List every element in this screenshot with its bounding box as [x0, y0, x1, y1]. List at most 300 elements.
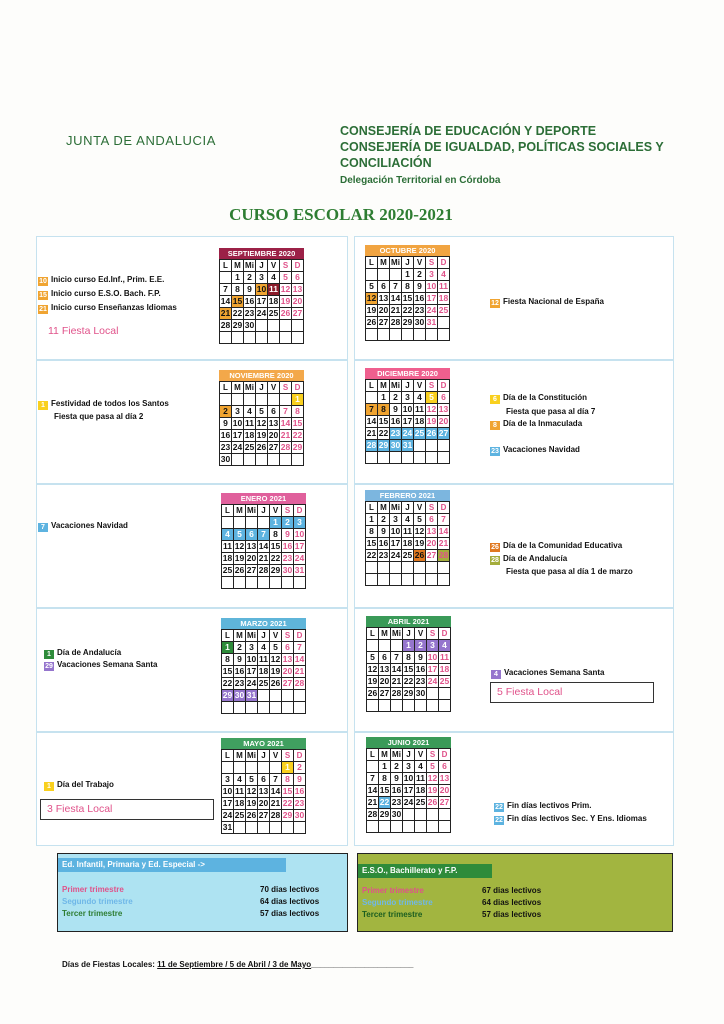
- day-cell: 23: [220, 442, 231, 452]
- day-cell: 2: [415, 640, 427, 652]
- day-cell: [244, 394, 256, 406]
- day-cell: 11: [245, 418, 254, 428]
- day-cell: [403, 809, 415, 821]
- day-cell: 24: [232, 442, 243, 452]
- day-cell: 13: [246, 541, 257, 551]
- day-cell: 10: [426, 281, 437, 291]
- weekday-header: V: [414, 502, 426, 514]
- day-cell: 24: [246, 678, 257, 688]
- legend-text: Vacaciones Semana Santa: [57, 660, 158, 669]
- month-grid: [219, 381, 304, 466]
- day-cell: 3: [427, 640, 439, 652]
- day-cell: 22: [292, 430, 303, 440]
- day-cell: 14: [391, 664, 402, 674]
- day-cell: 15: [232, 296, 243, 306]
- day-cell: 27: [438, 428, 449, 438]
- day-cell: [438, 562, 450, 574]
- trimestre-2-label: Segundo trimestre: [62, 897, 133, 906]
- day-cell: 24: [256, 308, 267, 318]
- day-cell: 5: [256, 406, 268, 418]
- legend-text: Inicio curso Enseñanzas Idiomas: [51, 303, 177, 312]
- day-cell: 2: [234, 642, 246, 654]
- day-cell: 5: [270, 642, 282, 654]
- footer-label: Días de Fiestas Locales:: [62, 960, 155, 969]
- day-cell: 4: [402, 514, 414, 526]
- day-cell: [232, 394, 244, 406]
- month-title: JUNIO 2021: [366, 737, 451, 748]
- day-cell: [366, 574, 378, 586]
- day-cell: 4: [234, 774, 246, 786]
- day-cell: 22: [403, 676, 414, 686]
- day-cell: [258, 702, 270, 714]
- day-cell: 26: [246, 810, 257, 820]
- weekday-header: M: [234, 505, 246, 517]
- day-cell: 13: [378, 293, 389, 303]
- trimestre-3-days: 57 dias lectivos: [260, 909, 320, 918]
- day-cell: 12: [366, 293, 377, 303]
- legend-text: Festividad de todos los Santos: [51, 399, 169, 408]
- day-cell: 22: [282, 798, 293, 808]
- trimestre-1-days: 67 dias lectivos: [482, 886, 542, 895]
- day-cell: [294, 690, 306, 702]
- day-cell: 12: [280, 284, 291, 294]
- day-cell: [246, 822, 258, 834]
- day-cell: 4: [268, 272, 280, 284]
- consejeria-block: [340, 123, 664, 189]
- calendar-abr: [366, 616, 451, 712]
- legend-text: Inicio curso Ed.Inf., Prim. E.E.: [51, 275, 165, 284]
- day-cell: 11: [269, 284, 278, 294]
- day-cell: 25: [268, 308, 279, 318]
- day-cell: 18: [415, 785, 426, 795]
- day-cell: 3: [426, 269, 438, 281]
- weekday-header: L: [222, 630, 234, 642]
- day-cell: 6: [246, 529, 258, 541]
- day-cell: 10: [403, 773, 414, 783]
- legend-swatch: 12: [491, 300, 499, 307]
- day-cell: 27: [246, 565, 257, 575]
- day-cell: 30: [390, 440, 401, 450]
- day-cell: 27: [426, 550, 437, 560]
- day-cell: 1: [282, 762, 294, 774]
- day-cell: 20: [258, 798, 269, 808]
- calendar-ene: [221, 493, 306, 589]
- legend-swatch: 23: [491, 448, 499, 455]
- day-cell: [234, 762, 246, 774]
- day-cell: 23: [294, 798, 305, 808]
- day-cell: [427, 700, 439, 712]
- trimestre-1-days: 70 dias lectivos: [260, 885, 320, 894]
- trimestre-2-days: 64 dias lectivos: [482, 898, 542, 907]
- day-cell: 29: [403, 688, 414, 698]
- weekday-header: S: [426, 257, 438, 269]
- day-cell: 15: [379, 785, 390, 795]
- day-cell: 24: [403, 797, 414, 807]
- day-cell: 22: [366, 550, 377, 560]
- day-cell: [282, 702, 294, 714]
- day-cell: 7: [391, 652, 403, 664]
- legend-oct-1: [490, 296, 604, 308]
- day-cell: 11: [440, 652, 449, 662]
- day-cell: 3: [222, 774, 234, 786]
- day-cell: 20: [378, 305, 389, 315]
- legend-text: Vacaciones Semana Santa: [504, 668, 605, 677]
- day-cell: 12: [426, 404, 437, 414]
- day-cell: 26: [256, 442, 267, 452]
- day-cell: 18: [414, 416, 425, 426]
- day-cell: 11: [439, 281, 448, 291]
- day-cell: [220, 332, 232, 344]
- day-cell: 17: [427, 664, 438, 674]
- day-cell: [292, 320, 304, 332]
- weekday-header: Mi: [391, 381, 400, 390]
- day-cell: 8: [403, 652, 415, 664]
- legend-swatch: 8: [490, 421, 500, 430]
- weekday-header: M: [378, 257, 390, 269]
- day-cell: [232, 332, 244, 344]
- weekday-header: L: [220, 260, 232, 272]
- weekday-header: S: [426, 502, 438, 514]
- weekday-header: M: [378, 380, 390, 392]
- day-cell: 14: [367, 785, 378, 795]
- weekday-header: J: [258, 630, 270, 642]
- legend-dic-3: [490, 418, 582, 430]
- legend-swatch: 21: [39, 306, 47, 313]
- day-cell: 14: [258, 541, 269, 551]
- day-cell: 27: [379, 688, 390, 698]
- day-cell: 20: [246, 553, 257, 563]
- day-cell: 14: [220, 296, 231, 306]
- day-cell: 20: [282, 666, 293, 676]
- weekday-header: D: [292, 260, 304, 272]
- day-cell: [378, 452, 390, 464]
- day-cell: 9: [244, 284, 256, 296]
- day-cell: 21: [390, 305, 401, 315]
- day-cell: [280, 320, 292, 332]
- day-cell: 9: [415, 652, 427, 664]
- day-cell: 16: [414, 293, 425, 303]
- day-cell: 21: [220, 308, 231, 318]
- day-cell: 27: [378, 317, 389, 327]
- weekday-header: J: [402, 502, 414, 514]
- day-cell: 11: [403, 526, 412, 536]
- calendar-feb: [365, 490, 450, 586]
- footer-local-holidays: Días de Fiestas Locales: 11 de Septiembre / 5 de Abril / 3 de Mayo_______________________: [62, 960, 414, 969]
- day-cell: 10: [232, 418, 243, 428]
- day-cell: [391, 821, 403, 833]
- day-cell: 5: [234, 529, 246, 541]
- day-cell: 30: [391, 809, 402, 819]
- legend-text: Inicio curso E.S.O. Bach. F.P.: [51, 289, 161, 298]
- day-cell: 3: [402, 392, 414, 404]
- month-title: SEPTIEMBRE 2020: [219, 248, 304, 259]
- weekday-header: S: [280, 260, 292, 272]
- day-cell: [222, 702, 234, 714]
- day-cell: 21: [367, 797, 378, 807]
- day-cell: [378, 269, 390, 281]
- day-cell: 24: [427, 676, 438, 686]
- day-cell: 12: [414, 526, 425, 536]
- day-cell: 20: [439, 785, 450, 795]
- day-cell: 5: [367, 652, 379, 664]
- day-cell: [270, 577, 282, 589]
- day-cell: 24: [426, 305, 437, 315]
- day-cell: [246, 577, 258, 589]
- day-cell: 27: [439, 797, 450, 807]
- day-cell: 4: [439, 640, 451, 652]
- weekday-header: L: [220, 382, 232, 394]
- weekday-header: L: [366, 257, 378, 269]
- day-cell: 6: [378, 281, 390, 293]
- day-cell: 25: [402, 550, 413, 560]
- day-cell: 22: [402, 305, 413, 315]
- weekday-header: J: [403, 628, 415, 640]
- day-cell: 28: [391, 688, 402, 698]
- month-grid: [219, 259, 304, 344]
- day-cell: 26: [427, 797, 438, 807]
- month-grid: [365, 501, 450, 586]
- day-cell: 30: [220, 454, 231, 464]
- day-cell: 28: [366, 440, 377, 450]
- day-cell: 1: [366, 514, 378, 526]
- day-cell: 7: [367, 773, 379, 785]
- month-title: MAYO 2021: [221, 738, 306, 749]
- legend-may-1: [44, 779, 114, 791]
- weekday-header: V: [268, 382, 280, 394]
- weekday-header: D: [438, 257, 450, 269]
- legend-swatch: 4: [491, 670, 501, 679]
- day-cell: 3: [403, 761, 415, 773]
- day-cell: 6: [292, 272, 304, 284]
- day-cell: 9: [220, 418, 232, 430]
- weekday-header: S: [426, 380, 438, 392]
- day-cell: [426, 562, 438, 574]
- day-cell: [270, 702, 282, 714]
- day-cell: 7: [438, 514, 450, 526]
- day-cell: 21: [438, 538, 449, 548]
- day-cell: [415, 809, 427, 821]
- day-cell: [415, 700, 427, 712]
- day-cell: 29: [282, 810, 293, 820]
- day-cell: [438, 317, 450, 329]
- day-cell: 5: [280, 272, 292, 284]
- day-cell: [270, 762, 282, 774]
- day-cell: 4: [222, 529, 234, 541]
- day-cell: [232, 454, 244, 466]
- day-cell: 5: [246, 774, 258, 786]
- legend-swatch: 6: [490, 395, 500, 404]
- weekday-header: V: [414, 380, 426, 392]
- day-cell: 28: [280, 442, 291, 452]
- legend-text: Día de la Inmaculada: [503, 419, 583, 428]
- day-cell: 16: [415, 664, 426, 674]
- day-cell: [234, 517, 246, 529]
- day-cell: [256, 332, 268, 344]
- legend-text: Día de Andalucía: [57, 648, 122, 657]
- weekday-header: L: [222, 505, 234, 517]
- day-cell: [366, 452, 378, 464]
- day-cell: 14: [438, 526, 449, 536]
- weekday-header: J: [256, 260, 268, 272]
- day-cell: [268, 320, 280, 332]
- day-cell: 9: [390, 404, 402, 416]
- weekday-header: Mi: [392, 629, 401, 638]
- weekday-header: D: [439, 749, 451, 761]
- trimestre-1-label: Primer trimestre: [62, 885, 124, 894]
- day-cell: [439, 821, 451, 833]
- day-cell: 23: [234, 678, 245, 688]
- legend-feb-1: [490, 540, 622, 552]
- day-cell: 18: [402, 538, 413, 548]
- weekday-header: V: [268, 260, 280, 272]
- summary-primaria-title: Ed. Infantil, Primaria y Ed. Especial ->: [58, 858, 286, 872]
- day-cell: 28: [294, 678, 305, 688]
- day-cell: 4: [415, 761, 427, 773]
- day-cell: 17: [403, 785, 414, 795]
- day-cell: 28: [270, 810, 281, 820]
- legend-swatch: 1: [44, 650, 54, 659]
- day-cell: 15: [378, 416, 389, 426]
- day-cell: [292, 454, 304, 466]
- day-cell: 9: [234, 654, 246, 666]
- day-cell: 19: [256, 430, 267, 440]
- weekday-header: L: [366, 502, 378, 514]
- day-cell: 7: [258, 529, 270, 541]
- calendar-nov: [219, 370, 304, 466]
- day-cell: [391, 640, 403, 652]
- day-cell: [379, 700, 391, 712]
- day-cell: 17: [256, 296, 267, 306]
- day-cell: [427, 809, 439, 821]
- day-cell: 6: [258, 774, 270, 786]
- legend-swatch: 10: [39, 278, 47, 285]
- legend-nov-2: Fiesta que pasa al día 2: [54, 412, 144, 421]
- legend-sep-2: [38, 288, 161, 300]
- month-grid: [365, 379, 450, 464]
- day-cell: 27: [282, 678, 293, 688]
- day-cell: 8: [282, 774, 294, 786]
- day-cell: 2: [244, 272, 256, 284]
- legend-feb-3: Fiesta que pasa al día 1 de marzo: [506, 567, 633, 576]
- legend-text: Día de la Constitución: [503, 393, 588, 402]
- day-cell: 25: [415, 797, 426, 807]
- day-cell: 29: [222, 690, 233, 700]
- day-cell: [282, 690, 294, 702]
- day-cell: 11: [415, 404, 424, 414]
- weekday-header: M: [379, 749, 391, 761]
- day-cell: [367, 761, 379, 773]
- day-cell: 21: [294, 666, 305, 676]
- weekday-header: S: [427, 628, 439, 640]
- day-cell: [246, 702, 258, 714]
- weekday-header: Mi: [391, 503, 400, 512]
- weekday-header: L: [366, 380, 378, 392]
- weekday-header: J: [403, 749, 415, 761]
- day-cell: 16: [378, 538, 389, 548]
- day-cell: 8: [222, 654, 234, 666]
- day-cell: 2: [220, 406, 232, 418]
- day-cell: [366, 329, 378, 341]
- weekday-header: L: [222, 750, 234, 762]
- weekday-header: D: [292, 382, 304, 394]
- day-cell: [378, 574, 390, 586]
- day-cell: 26: [366, 317, 377, 327]
- day-cell: 2: [294, 762, 306, 774]
- summary-secundaria-title: E.S.O., Bachillerato y F.P.: [358, 864, 492, 878]
- day-cell: 25: [438, 305, 449, 315]
- day-cell: 15: [270, 541, 281, 551]
- day-cell: 18: [222, 553, 233, 563]
- day-cell: [256, 394, 268, 406]
- calendar-dic: [365, 368, 450, 464]
- weekday-header: D: [438, 502, 450, 514]
- day-cell: 29: [379, 809, 390, 819]
- calendar-may: [221, 738, 306, 834]
- day-cell: 2: [390, 392, 402, 404]
- day-cell: 14: [294, 654, 305, 664]
- day-cell: [379, 821, 391, 833]
- day-cell: [414, 440, 426, 452]
- day-cell: 17: [426, 293, 437, 303]
- day-cell: 7: [270, 774, 282, 786]
- day-cell: 8: [402, 281, 414, 293]
- summary-primaria: [57, 853, 348, 932]
- weekday-header: J: [402, 380, 414, 392]
- month-title: NOVIEMBRE 2020: [219, 370, 304, 381]
- day-cell: 22: [378, 428, 389, 438]
- legend-mar-1: [44, 647, 121, 659]
- month-title: OCTUBRE 2020: [365, 245, 450, 256]
- day-cell: 31: [426, 317, 437, 327]
- day-cell: 16: [391, 785, 402, 795]
- day-cell: 22: [222, 678, 233, 688]
- month-title: ENERO 2021: [221, 493, 306, 504]
- day-cell: 12: [256, 418, 267, 428]
- legend-text: Fin días lectivos Prim.: [507, 801, 592, 810]
- day-cell: 23: [415, 676, 426, 686]
- day-cell: 6: [282, 642, 294, 654]
- day-cell: 8: [378, 404, 390, 416]
- weekday-header: L: [367, 749, 379, 761]
- day-cell: 21: [258, 553, 269, 563]
- weekday-header: M: [232, 260, 244, 272]
- day-cell: 19: [426, 416, 437, 426]
- day-cell: 1: [402, 269, 414, 281]
- weekday-header: Mi: [245, 383, 254, 392]
- day-cell: [244, 332, 256, 344]
- day-cell: [234, 822, 246, 834]
- day-cell: 14: [280, 418, 291, 428]
- day-cell: 9: [282, 529, 294, 541]
- legend-ene-1: [38, 520, 128, 532]
- day-cell: 21: [391, 676, 402, 686]
- legend-nov-1: [38, 398, 169, 410]
- day-cell: 10: [222, 786, 233, 796]
- day-cell: 29: [378, 440, 389, 450]
- consejeria-line-3: CONCILIACIÓN: [340, 156, 432, 170]
- weekday-header: S: [280, 382, 292, 394]
- day-cell: 1: [292, 394, 304, 406]
- day-cell: [439, 688, 451, 700]
- day-cell: 9: [391, 773, 403, 785]
- day-cell: 13: [268, 418, 279, 428]
- day-cell: 17: [222, 798, 233, 808]
- day-cell: 13: [292, 284, 303, 294]
- day-cell: 1: [378, 392, 390, 404]
- day-cell: [378, 329, 390, 341]
- weekday-header: J: [258, 750, 270, 762]
- day-cell: [414, 329, 426, 341]
